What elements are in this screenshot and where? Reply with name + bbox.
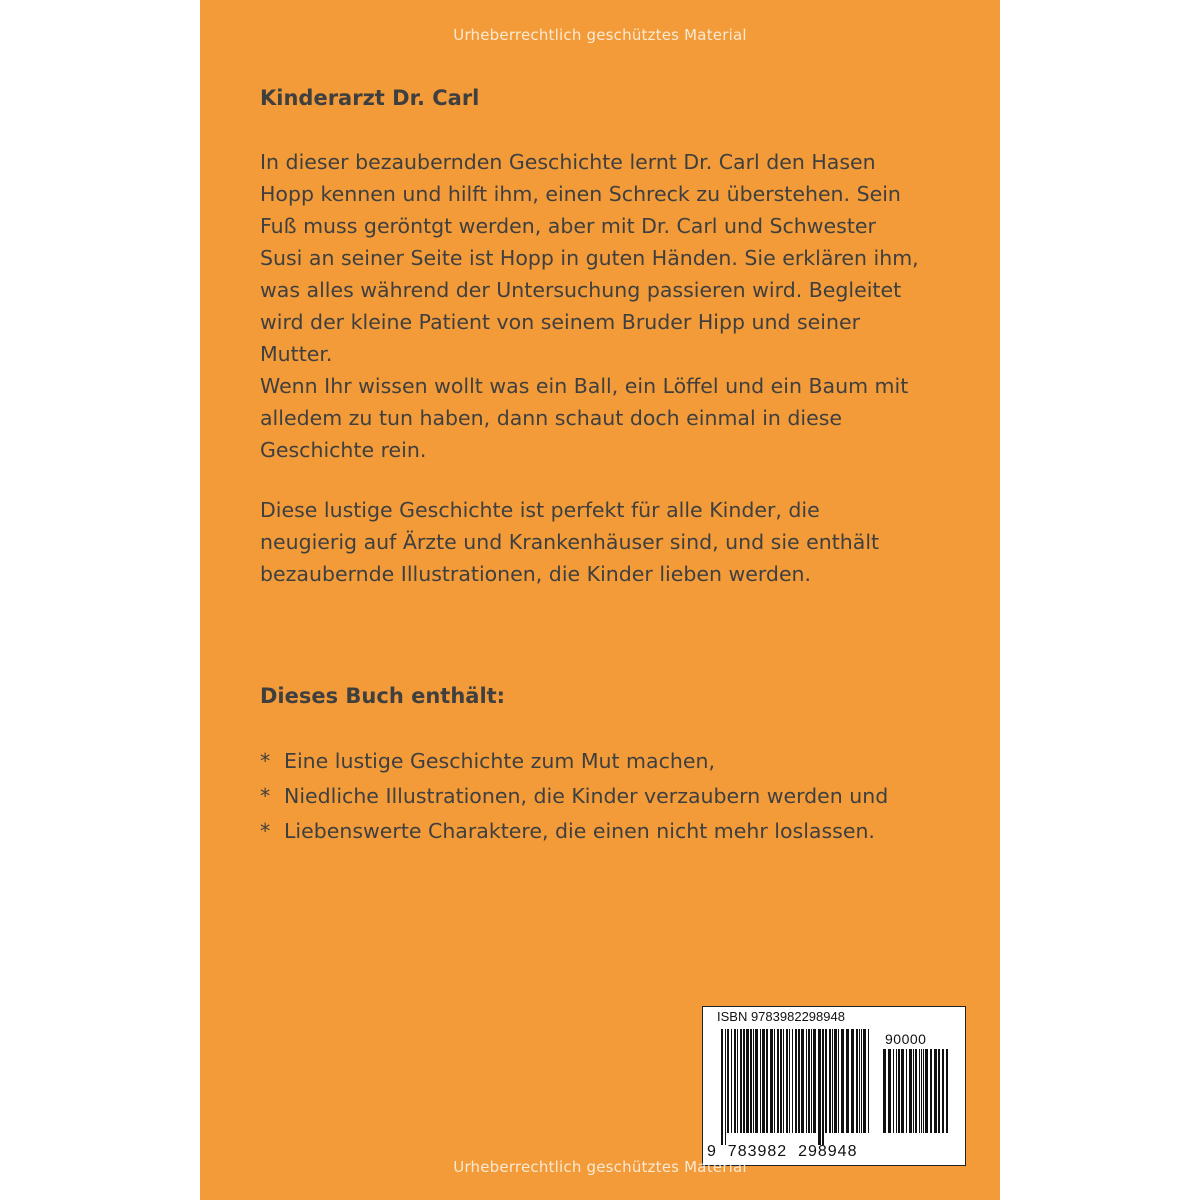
feature-text: Eine lustige Geschichte zum Mut machen, bbox=[284, 749, 715, 773]
barcode-bar bbox=[856, 1029, 858, 1133]
barcode-bar bbox=[898, 1049, 900, 1133]
barcode-bar bbox=[841, 1029, 844, 1133]
barcode-bar bbox=[725, 1029, 726, 1145]
barcode-bar bbox=[766, 1029, 768, 1133]
barcode-bar bbox=[770, 1029, 773, 1133]
feature-item bbox=[260, 779, 888, 814]
barcode-bar bbox=[789, 1029, 790, 1133]
barcode-bar bbox=[851, 1029, 854, 1133]
barcode-bar bbox=[863, 1029, 866, 1133]
barcode-bar bbox=[818, 1029, 821, 1145]
barcode-bar bbox=[822, 1029, 824, 1145]
barcode-bar bbox=[906, 1049, 907, 1133]
isbn-label: ISBN 9783982298948 bbox=[717, 1009, 845, 1024]
ean-left-digits: 783982 bbox=[727, 1143, 788, 1160]
barcode-bar bbox=[946, 1049, 948, 1133]
book-title: Kinderarzt Dr. Carl bbox=[260, 86, 480, 110]
barcode-bar bbox=[760, 1029, 761, 1133]
copyright-watermark-top: Urheberrechtlich geschütztes Material bbox=[453, 26, 747, 44]
bullet-asterisk: * bbox=[260, 749, 271, 773]
barcode-bar bbox=[780, 1029, 782, 1133]
barcode-bar bbox=[846, 1029, 849, 1133]
barcode-bar bbox=[915, 1049, 917, 1133]
features-heading: Dieses Buch enthält: bbox=[260, 684, 506, 708]
barcode-bar bbox=[829, 1029, 831, 1133]
barcode-bar bbox=[859, 1029, 860, 1133]
barcode-bar bbox=[777, 1029, 779, 1133]
barcode-bar bbox=[883, 1049, 886, 1133]
barcode-bar bbox=[783, 1029, 784, 1133]
barcode-bar bbox=[746, 1029, 749, 1133]
barcode-bar bbox=[896, 1049, 897, 1133]
barcode-bar bbox=[734, 1029, 736, 1133]
book-back-cover bbox=[200, 0, 1000, 1200]
feature-item bbox=[260, 814, 888, 849]
barcode-bar bbox=[801, 1029, 804, 1133]
barcode-bar bbox=[838, 1029, 839, 1133]
barcode-bar bbox=[919, 1049, 920, 1133]
bullet-asterisk: * bbox=[260, 784, 271, 808]
copyright-watermark-bottom: Urheberrechtlich geschütztes Material bbox=[453, 1158, 747, 1176]
barcode-bar bbox=[825, 1029, 827, 1133]
description-paragraph-1: In dieser bezaubernden Geschichte lernt Dr. Carl den Hasen Hopp kennen und hilft ihm, einen Schreck zu überstehen. Sein Fuß muss geröntgt werden, aber mit Dr. Carl und Schwester Susi an seiner Seite ist Hopp in guten Händen. Sie erklären ihm, was alles während der Untersuchung passieren wird. Begleitet wird der kleine Patient von seinem Bruder Hipp und seiner Mutter. Wenn Ihr wissen wollt was ein Ball, ein Löffel und ein Baum mit alledem zu tun haben, dann schaut doch einmal in diese Geschichte rein. bbox=[260, 150, 919, 462]
barcode-bar bbox=[913, 1049, 914, 1133]
barcode-bar bbox=[737, 1029, 738, 1133]
barcode-bar bbox=[930, 1049, 932, 1133]
barcode-bar bbox=[762, 1029, 765, 1133]
barcode-bar bbox=[934, 1049, 937, 1133]
barcode-addon-digits: 90000 bbox=[885, 1031, 927, 1047]
barcode-bar bbox=[861, 1029, 862, 1133]
isbn-barcode bbox=[702, 1006, 966, 1166]
barcode-bar bbox=[731, 1029, 732, 1133]
barcode-bar bbox=[921, 1049, 922, 1133]
barcode-bar bbox=[727, 1029, 729, 1133]
feature-text: Niedliche Illustrationen, die Kinder verzaubern werden und bbox=[284, 784, 889, 808]
barcode-bar bbox=[925, 1049, 928, 1133]
barcode-bar bbox=[901, 1049, 904, 1133]
barcode-bar bbox=[792, 1029, 793, 1133]
barcode-bar bbox=[868, 1029, 869, 1133]
barcode-bar bbox=[774, 1029, 775, 1133]
barcode-bar bbox=[938, 1049, 940, 1133]
barcode-bar bbox=[811, 1029, 812, 1133]
description-paragraph-2: Diese lustige Geschichte ist perfekt für alle Kinder, die neugierig auf Ärzte und Krankenhäuser sind, und sie enthält bezaubernde Illustrationen, die Kinder lieben werden. bbox=[260, 498, 880, 586]
barcode-bar bbox=[795, 1029, 797, 1133]
barcode-bar bbox=[834, 1029, 837, 1133]
ean-first-digit: 9 bbox=[707, 1143, 717, 1160]
barcode-bar bbox=[740, 1029, 742, 1133]
barcode-bar bbox=[808, 1029, 810, 1133]
barcode-bar bbox=[750, 1029, 752, 1133]
barcode-bar bbox=[798, 1029, 800, 1133]
barcode-bar bbox=[743, 1029, 745, 1133]
barcode-bar bbox=[893, 1049, 894, 1133]
barcode-bar bbox=[888, 1049, 891, 1133]
barcode-bar bbox=[721, 1029, 723, 1145]
feature-text: Liebenswerte Charaktere, die einen nicht mehr loslassen. bbox=[284, 819, 875, 843]
features-list bbox=[260, 744, 888, 849]
barcode-bar bbox=[923, 1049, 924, 1133]
barcode-bar bbox=[755, 1029, 758, 1133]
barcode-bar bbox=[786, 1029, 788, 1133]
barcode-bar bbox=[832, 1029, 833, 1133]
barcode-bar bbox=[909, 1049, 912, 1133]
ean-right-digits: 298948 bbox=[798, 1143, 858, 1160]
barcode-bar bbox=[942, 1049, 944, 1133]
barcode-bar bbox=[806, 1029, 807, 1133]
bullet-asterisk: * bbox=[260, 819, 271, 843]
addon-barcode-bars bbox=[883, 1049, 951, 1147]
barcode-bar bbox=[813, 1029, 816, 1133]
feature-item bbox=[260, 744, 888, 779]
ean13-barcode-bars bbox=[721, 1029, 871, 1147]
barcode-bar bbox=[753, 1029, 754, 1133]
